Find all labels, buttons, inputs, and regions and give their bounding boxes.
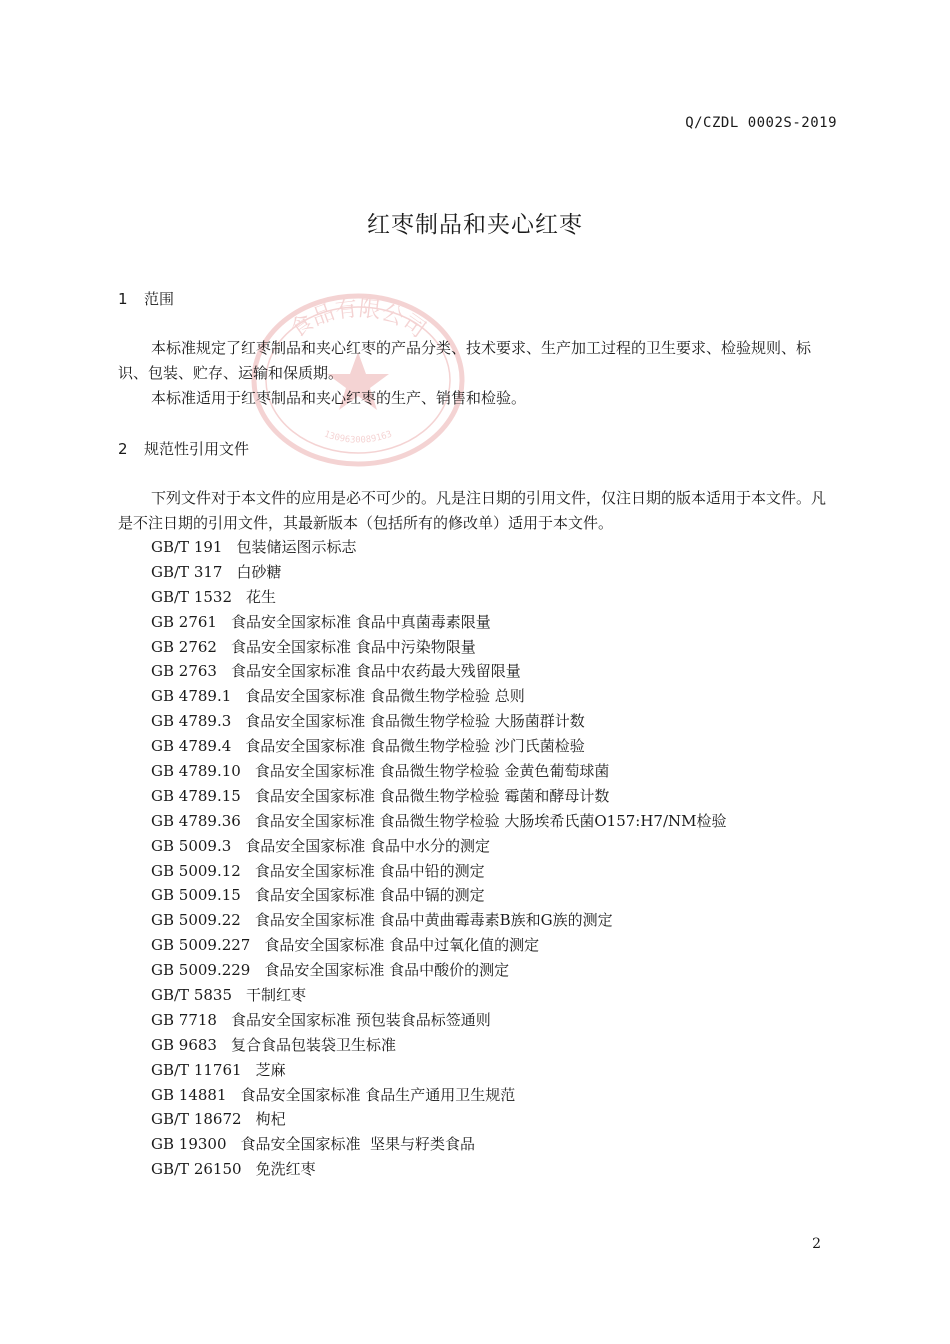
reference-code: GB 7718	[151, 1010, 217, 1029]
reference-code: GB 5009.15	[151, 886, 241, 905]
reference-title: 食品安全国家标准 食品微生物学检验 金黄色葡萄球菌	[254, 762, 610, 781]
reference-item	[151, 535, 727, 560]
reference-item	[151, 908, 727, 933]
standard-code: Q/CZDL 0002S-2019	[685, 115, 837, 131]
reference-code: GB/T 26150	[151, 1160, 242, 1179]
section-heading-scope	[118, 288, 174, 309]
reference-title: 食品安全国家标准 食品中过氧化值的测定	[264, 936, 540, 955]
svg-text:食品有限公司: 食品有限公司	[286, 296, 430, 344]
reference-code: GB 4789.15	[151, 786, 241, 805]
reference-code: GB 19300	[151, 1135, 227, 1154]
reference-code: GB/T 191	[151, 538, 223, 556]
reference-code: GB 5009.229	[151, 961, 251, 980]
reference-item	[151, 1083, 727, 1108]
reference-code: GB 4789.3	[151, 712, 232, 731]
reference-code: GB 5009.227	[151, 936, 251, 955]
reference-title: 食品安全国家标准 食品中污染物限量	[230, 637, 476, 656]
reference-item	[151, 958, 727, 983]
reference-title: 食品安全国家标准 食品中镉的测定	[254, 886, 485, 905]
reference-code: GB 2763	[151, 662, 217, 681]
reference-item	[151, 784, 727, 809]
reference-title: 包装储运图示标志	[236, 538, 357, 556]
reference-code: GB 14881	[151, 1085, 227, 1104]
reference-code: GB/T 317	[151, 562, 223, 581]
page-number: 2	[812, 1236, 821, 1252]
reference-item	[151, 1132, 727, 1157]
section-title: 范围	[144, 290, 175, 308]
document-title: 红枣制品和夹心红枣	[367, 212, 583, 238]
reference-title: 食品安全国家标准 食品微生物学检验 总则	[245, 687, 525, 706]
reference-title: 白砂糖	[236, 562, 282, 581]
reference-code: GB 2761	[151, 612, 217, 631]
reference-code: GB 4789.1	[151, 687, 232, 706]
reference-code: GB 9683	[151, 1035, 217, 1054]
references-intro-paragraph: 下列文件对于本文件的应用是必不可少的。凡是注日期的引用文件，仅注日期的版本适用于本文件。凡是不注日期的引用文件，其最新版本（包括所有的修改单）适用于本文件。	[118, 489, 827, 532]
reference-title: 食品安全国家标准 食品微生物学检验 沙门氏菌检验	[245, 737, 585, 756]
section-heading-normative-references	[118, 438, 249, 459]
reference-title: 食品安全国家标准 食品微生物学检验 大肠菌群计数	[245, 712, 585, 731]
reference-title: 食品安全国家标准 预包装食品标签通则	[230, 1010, 491, 1029]
reference-item	[151, 1008, 727, 1033]
scope-paragraph: 本标准适用于红枣制品和夹心红枣的生产、销售和检验。	[151, 389, 527, 407]
reference-title: 食品安全国家标准 坚果与籽类食品	[240, 1135, 476, 1154]
reference-title: 食品安全国家标准 食品中铅的测定	[254, 861, 485, 880]
reference-item	[151, 883, 727, 908]
section-title: 规范性引用文件	[144, 440, 250, 458]
reference-item	[151, 560, 727, 585]
reference-title: 食品安全国家标准 食品微生物学检验 大肠埃希氏菌O157:H7/NM检验	[254, 811, 727, 830]
reference-title: 食品安全国家标准 食品中农药最大残留限量	[230, 662, 521, 681]
reference-item	[151, 635, 727, 660]
svg-text:1309630089163: 1309630089163	[322, 429, 394, 446]
reference-item	[151, 834, 727, 859]
reference-code: GB 5009.3	[151, 836, 232, 855]
reference-item	[151, 1058, 727, 1083]
reference-code: GB/T 5835	[151, 986, 233, 1005]
reference-item	[151, 933, 727, 958]
reference-item	[151, 1107, 727, 1132]
reference-item	[151, 1157, 727, 1182]
reference-item	[151, 809, 727, 834]
reference-title: 食品安全国家标准 食品中酸价的测定	[264, 961, 510, 980]
reference-code: GB 4789.36	[151, 811, 241, 830]
scope-paragraph: 本标准规定了红枣制品和夹心红枣的产品分类、技术要求、生产加工过程的卫生要求、检验规则、标识、包装、贮存、运输和保质期。	[118, 339, 812, 382]
reference-item	[151, 610, 727, 635]
reference-title: 复合食品包装袋卫生标准	[230, 1035, 396, 1054]
reference-code: GB 5009.12	[151, 861, 241, 880]
reference-item	[151, 983, 727, 1008]
reference-item	[151, 759, 727, 784]
reference-code: GB 4789.4	[151, 737, 232, 756]
reference-title: 免洗红枣	[255, 1160, 316, 1179]
reference-code: GB/T 1532	[151, 587, 233, 606]
reference-title: 干制红枣	[246, 986, 307, 1005]
reference-list	[151, 535, 727, 1182]
reference-title: 食品安全国家标准 食品中黄曲霉毒素B族和G族的测定	[254, 911, 613, 930]
reference-title: 食品安全国家标准 食品中水分的测定	[245, 836, 491, 855]
reference-title: 食品安全国家标准 食品中真菌毒素限量	[230, 612, 491, 631]
reference-title: 食品安全国家标准 食品生产通用卫生规范	[240, 1085, 516, 1104]
reference-item	[151, 859, 727, 884]
reference-code: GB 2762	[151, 637, 217, 656]
reference-item	[151, 659, 727, 684]
reference-item	[151, 684, 727, 709]
reference-item	[151, 734, 727, 759]
reference-item	[151, 585, 727, 610]
section-number: 2	[118, 440, 128, 458]
reference-item	[151, 1033, 727, 1058]
reference-title: 花生	[246, 587, 277, 606]
reference-code: GB/T 11761	[151, 1060, 242, 1079]
reference-item	[151, 709, 727, 734]
reference-title: 芝麻	[255, 1060, 286, 1079]
reference-title: 食品安全国家标准 食品微生物学检验 霉菌和酵母计数	[254, 786, 610, 805]
section-number: 1	[118, 290, 128, 308]
reference-title: 枸杞	[255, 1110, 286, 1129]
reference-code: GB 4789.10	[151, 762, 241, 781]
reference-code: GB 5009.22	[151, 911, 241, 930]
reference-code: GB/T 18672	[151, 1110, 242, 1129]
